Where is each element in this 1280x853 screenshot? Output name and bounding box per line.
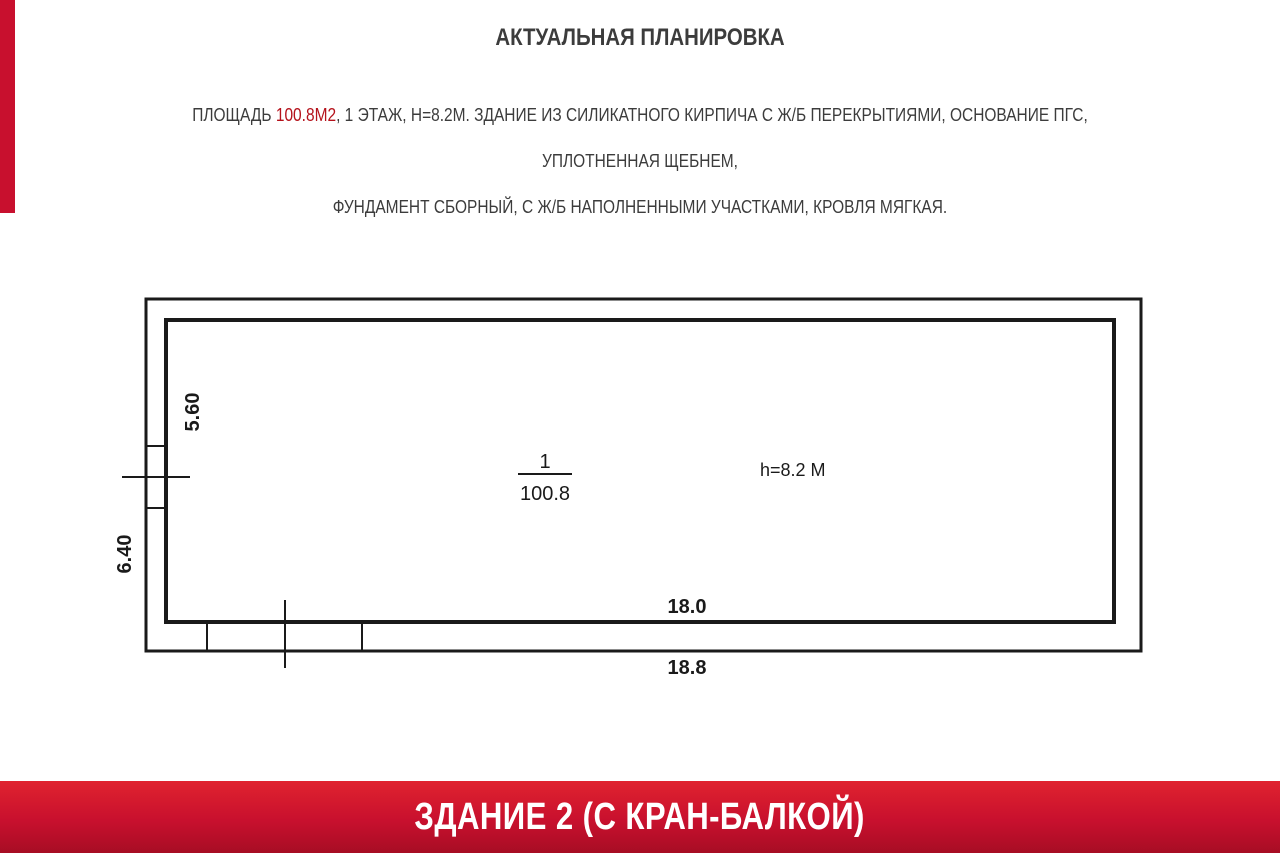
inner-room [166, 320, 1114, 622]
description-rest: , 1 ЭТАЖ, Н=8.2М. ЗДАНИЕ ИЗ СИЛИКАТНОГО КИРПИЧА С Ж/Б ПЕРЕКРЫТИЯМИ, ОСНОВАНИЕ ПГС, УПЛОТНЕННАЯ ЩЕБНЕМ, [336, 105, 1088, 171]
description-line-1 [141, 92, 1139, 184]
footer-banner [0, 781, 1280, 853]
dim-inner-length: 18.0 [667, 596, 707, 618]
description-line-2: ФУНДАМЕНТ СБОРНЫЙ, С Ж/Б НАПОЛНЕННЫМИ УЧАСТКАМИ, КРОВЛЯ МЯГКАЯ. [332, 197, 948, 217]
description-prefix: ПЛОЩАДЬ [192, 105, 276, 125]
dim-outer-length: 18.8 [667, 657, 707, 679]
building-description [141, 92, 1139, 230]
outer-wall [146, 299, 1141, 651]
floor-plan [0, 280, 1280, 700]
dim-left-lower: 6.40 [114, 534, 136, 574]
page-heading: АКТУАЛЬНАЯ ПЛАНИРОВКА [495, 24, 785, 51]
room-number: 1 [539, 451, 551, 473]
building-title: ЗДАНИЕ 2 (С КРАН-БАЛКОЙ) [414, 795, 866, 838]
dim-left-upper: 5.60 [182, 392, 204, 432]
left-accent-bar [0, 0, 15, 213]
room-area: 100.8 [519, 483, 571, 505]
height-label: h=8.2 M [760, 460, 826, 480]
area-highlight: 100.8М2 [275, 105, 337, 125]
